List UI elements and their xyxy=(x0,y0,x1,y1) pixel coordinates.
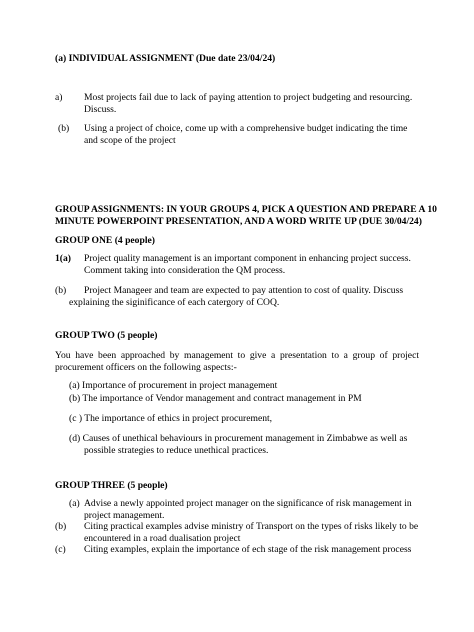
group-three-item-c-line1: Citing examples, explain the importance of ech stage of the risk management process xyxy=(84,544,412,555)
group-one-item-b-line1: Project Manageer and team are expected to pay attention to cost of quality. Discuss xyxy=(84,285,404,296)
group-two-item-d-line1: (d) Causes of unethical behaviours in procurement management in Zimbabwe as well as xyxy=(69,433,408,444)
individual-item-b-label: (b) xyxy=(58,123,70,134)
individual-item-b-text: Using a project of choice, come up with a comprehensive budget indicating the time and scope of the project xyxy=(84,123,408,146)
group-two-item-d-line2: possible strategies to reduce unethical practices. xyxy=(84,445,269,456)
group-three-item-c-label: (c) xyxy=(55,544,66,555)
group-three-item-b-line2: encountered in a road dualisation project xyxy=(84,533,241,544)
group-one-item-b-label: (b) xyxy=(55,285,67,296)
group-three-item-a-line2: project management. xyxy=(84,510,165,521)
group-two-item-b: (b) The importance of Vendor management and contract management in PM xyxy=(69,393,362,404)
group-two-intro: You have been approached by management to give a presentation to a group of project procurement officers on the following aspects:- xyxy=(55,350,419,373)
individual-item-a-text: Most projects fail due to lack of paying attention to project budgeting and resourcing. Discuss. xyxy=(84,92,413,115)
group-three-item-a-line1: Advise a newly appointed project manager on the significance of risk management in xyxy=(84,498,412,509)
group-one-item-a-line1: Project quality management is an important component in enhancing project success. xyxy=(84,253,411,264)
group-three-item-b-line1: Citing practical examples advise ministry of Transport on the types of risks likely to be xyxy=(84,521,419,532)
group-two-item-a: (a) Importance of procurement in project management xyxy=(69,380,278,391)
group-assignments-heading-line2: MINUTE POWERPOINT PRESENTATION, AND A WORD WRITE UP (DUE 30/04/24) xyxy=(55,216,422,227)
group-three-item-b-label: (b) xyxy=(55,521,67,532)
group-assignments-heading-line1: GROUP ASSIGNMENTS: IN YOUR GROUPS 4, PICK A QUESTION AND PREPARE A 10 xyxy=(55,204,437,215)
group-two-title: GROUP TWO (5 people) xyxy=(55,330,158,341)
group-one-title: GROUP ONE (4 people) xyxy=(55,235,155,246)
group-one-item-b-line2: explaining the siginificance of each catergory of COQ. xyxy=(69,297,280,308)
group-one-item-a-label: 1(a) xyxy=(55,253,71,264)
individual-item-a-label: a) xyxy=(55,92,63,103)
group-three-title: GROUP THREE (5 people) xyxy=(55,480,168,491)
individual-assignment-heading: (a) INDIVIDUAL ASSIGNMENT (Due date 23/04/24) xyxy=(55,53,276,64)
group-two-item-c: (c ) The importance of ethics in project procurement, xyxy=(69,413,273,424)
group-three-item-a-label: (a) xyxy=(69,498,80,509)
group-one-item-a-line2: Comment taking into consideration the QM process. xyxy=(84,265,286,276)
